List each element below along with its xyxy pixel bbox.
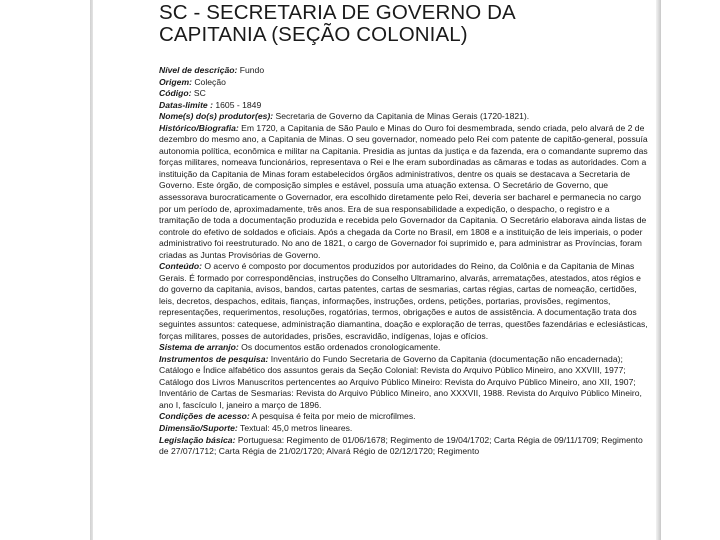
- field-conteudo: [159, 261, 649, 342]
- field-value: O acervo é composto por documentos produzidos por autoridades do Reino, da Colônia e da Capitania de Minas Gerais. É formado por correspondências, instruções do Conselho Ultramarino, alvarás, arrematações, atestados, atos régios e do governo da capitania, avisos, bandos, cartas patentes, cartas de sesmarias, cartas régias, cartas de nomeação, certidões, leis, decretos, despachos, editais, fianças, informações, instruções, ordens, petições, portarias, provisões, regimentos, representações, requerimentos, resoluções, rogatórias, termos, obrigações e autos de assistência. A documentação trata dos seguintes assuntos: catequese, administração diamantina, doação e exploração de terras, questões fazendárias e eclesiásticas, forças militares, posses de autoridades, prisões, escravidão, indígenas, lojas e ofícios.: [159, 261, 648, 341]
- field-origem: [159, 77, 649, 89]
- field-label: Nível de descrição:: [159, 65, 238, 75]
- field-label: Legislação básica:: [159, 434, 236, 445]
- document-page: [93, 0, 653, 540]
- document-title: [159, 2, 653, 46]
- field-label: Instrumentos de pesquisa:: [159, 353, 269, 364]
- field-produtor: [159, 111, 649, 123]
- field-label: Dimensão/Suporte:: [159, 422, 238, 433]
- field-value: Portuguesa: Regimento de 01/06/1678; Regimento de 19/04/1702; Carta Régia de 09/11/1709; Regimento de 27/07/1712; Carta Régia de 21/02/1720; Alvará Régio de 02/12/1720; Regimento: [159, 434, 643, 457]
- field-nivel: [159, 65, 649, 77]
- field-codigo: [159, 88, 649, 100]
- field-historico: [159, 123, 649, 262]
- page-edge-right: [656, 0, 661, 540]
- field-value: Os documentos estão ordenados cronologicamente.: [241, 342, 441, 353]
- field-label: Datas-limite :: [159, 99, 213, 110]
- field-label: Conteúdo:: [159, 261, 202, 272]
- field-value: 1605 - 1849: [215, 99, 262, 110]
- document-body: [159, 65, 649, 458]
- field-label: Histórico/Biografia:: [159, 122, 239, 133]
- field-value: Em 1720, a Capitania de São Paulo e Minas do Ouro foi desmembrada, sendo criada, pelo alvará de 2 de dezembro do mesmo ano, a Capitania de Minas. O seu governador, nomeado pelo Rei com patente de capitão-general, possuía autonomia política, econômica e militar na Capitania. Presidia as juntas da justiça e da fazenda, era o comandante supremo das forças militares, nomeava funcionários, representava o Rei e lhe eram subordinadas as câmaras e todas as autoridades. Com a instituição da Capitania de Minas foram estabelecidos órgãos administrativos, dentre os quais se destacava a Secretaria de Governo. Este órgão, de composição simples e estável, possuía uma atuação extensa. O Secretário de Governo, que assessorava burocraticamente o Governador, era escolhido diretamente pelo Rei, deveria ser bacharel e permanecia no cargo por um período de, aproximadamente, três anos. Era de sua responsabilidade a expedição, o despacho, o registro e a tramitação de toda a documentação produzida e recebida pelo Governador da Capitania. O Secretário elaborava ainda listas de controle do efetivo de soldados e oficiais. Após a chegada da Corte no Brasil, em 1808 e a instituição de leis imperiais, o poder administrativo foi reestruturado. No ano de 1821, o cargo de Governador foi suprimido e, para administrar as Províncias, foram criadas as Juntas Provisórias de Governo.: [159, 122, 648, 260]
- field-dimensao: [159, 423, 649, 435]
- field-value: Secretaria de Governo da Capitania de Minas Gerais (1720-1821).: [275, 111, 530, 122]
- field-label: Nome(s) do(s) produtor(es):: [159, 111, 274, 122]
- field-label: Sistema de arranjo:: [159, 342, 239, 353]
- field-acesso: [159, 411, 649, 423]
- field-value: Fundo: [239, 65, 265, 75]
- field-arranjo: [159, 342, 649, 354]
- field-value: Inventário do Fundo Secretaria de Governo da Capitania (documentação não encadernada); Catálogo e Índice alfabético dos assuntos gerais da Seção Colonial: Revista do Arquivo Público Mineiro, ano XXVIII, 1977; Catálogo dos Livros Manuscritos pertencentes ao Arquivo Público Mineiro: Revista do Arquivo Público Mineiro, ano XII, 1907; Inventário de Cartas de Sesmarias: Revista do Arquivo Público Mineiro, ano XXXVII, 1988. Revista do Arquivo Público Mineiro, ano I, fascículo I, janeiro a março de 1896.: [159, 353, 642, 410]
- field-value: SC: [193, 88, 206, 99]
- field-label: Origem:: [159, 76, 192, 87]
- field-value: A pesquisa é feita por meio de microfilmes.: [251, 411, 416, 422]
- field-datas: [159, 100, 649, 112]
- field-legislacao: [159, 435, 649, 458]
- field-value: Textual: 45,0 metros lineares.: [240, 422, 353, 433]
- title-line-1: SC - SECRETARIA DE GOVERNO DA: [159, 1, 516, 24]
- title-line-2: CAPITANIA (SEÇÃO COLONIAL): [159, 23, 468, 46]
- field-label: Condições de acesso:: [159, 411, 250, 422]
- field-value: Coleção: [194, 76, 226, 87]
- field-label: Código:: [159, 88, 192, 99]
- field-instrumentos: [159, 354, 649, 412]
